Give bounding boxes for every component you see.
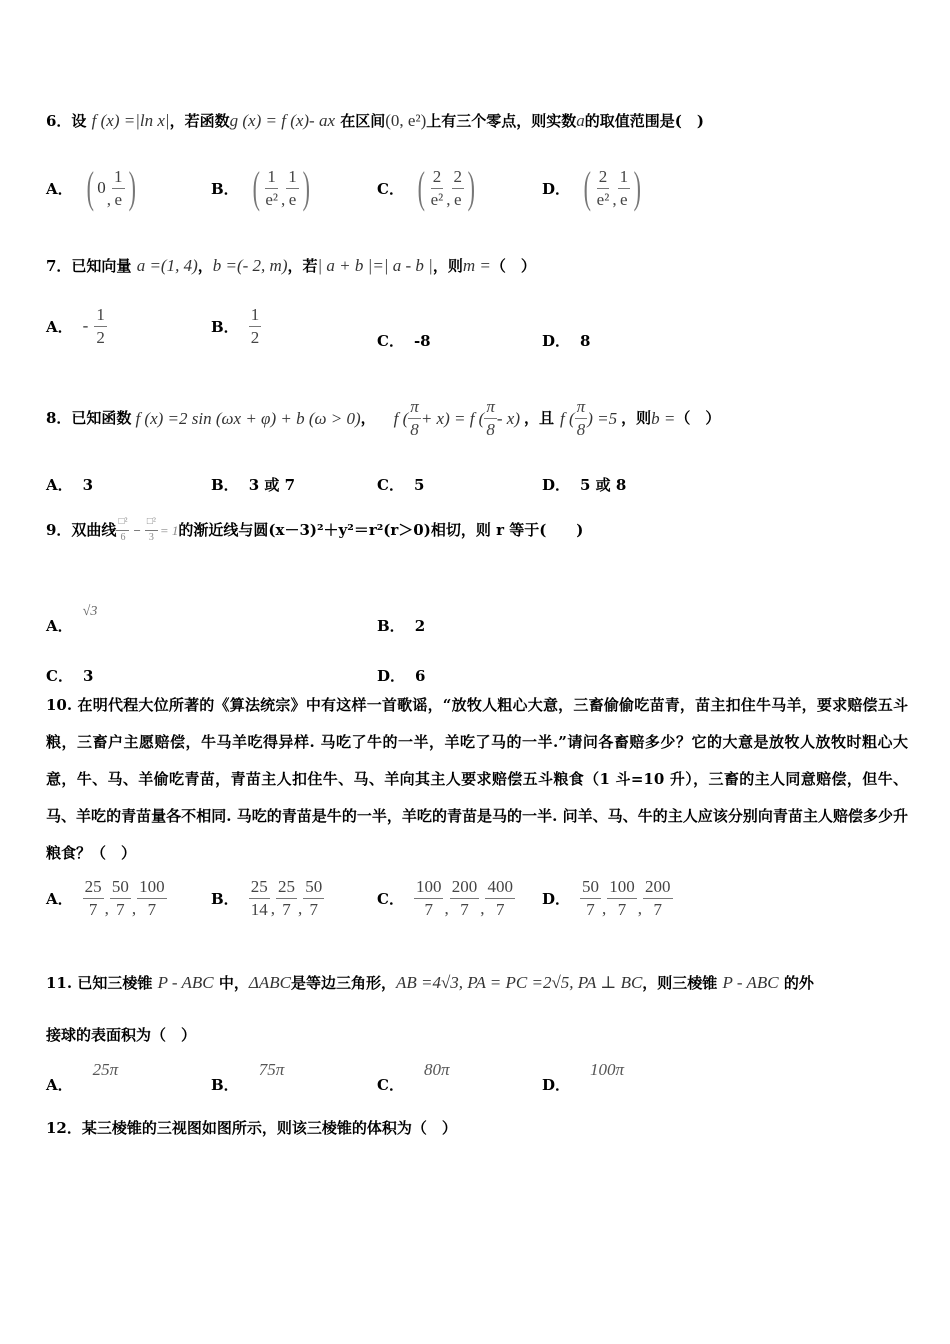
q7-option-b[interactable] xyxy=(211,306,261,347)
q11-option-c[interactable] xyxy=(377,1060,449,1095)
vector-a: a =(1, 4) xyxy=(136,256,198,275)
question-9-text: 的渐近线与圆(x－3)²＋y²＝r²(r＞0)相切，则 r 等于( ) xyxy=(178,520,584,539)
fraction: $\frac{50}{7}$ xyxy=(111,877,129,919)
question-7-text-1: ， xyxy=(197,257,213,275)
cond2-part-b: ) =5 xyxy=(587,408,618,428)
fraction: $\frac{100}{7}$ xyxy=(139,877,165,919)
q8-option-a[interactable] xyxy=(46,474,93,495)
q7-option-c[interactable] xyxy=(377,330,431,351)
question-6-prefix: 6．设 xyxy=(46,112,87,130)
question-7-text-4: （ ） xyxy=(490,257,536,275)
option-value: 3 xyxy=(82,666,94,685)
question-11-line-2: 接球的表面积为（ ） xyxy=(46,1026,197,1044)
fraction: $\frac{1}{2}$ xyxy=(250,305,260,347)
option-value: 3 或 7 xyxy=(248,476,296,494)
option-label: D． xyxy=(542,476,571,494)
question-11-conditions: AB =4√3, PA = PC =2√5, PA ⊥ BC xyxy=(395,973,643,992)
option-label: B． xyxy=(211,179,239,198)
option-label: C． xyxy=(377,889,404,908)
sqrt3-value: √3 xyxy=(82,604,98,619)
question-6-var-a: a xyxy=(576,111,585,130)
fraction: $\frac{25}{7}$ xyxy=(277,877,295,919)
option-label: C． xyxy=(377,476,404,494)
option-label: D． xyxy=(542,179,571,198)
option-label: A． xyxy=(46,889,73,908)
question-11-text-1: 中， xyxy=(218,974,249,992)
vector-b: b =(- 2, m) xyxy=(212,256,288,275)
comma: , xyxy=(446,190,451,209)
fraction: $\frac{1}{e}$ xyxy=(619,166,629,209)
question-6-text-1: ，若函数 xyxy=(169,112,230,130)
pyramid-name: P - ABC xyxy=(157,973,214,992)
q6-option-c[interactable] xyxy=(377,163,479,212)
question-11 xyxy=(46,974,906,991)
option-label: A． xyxy=(46,617,73,635)
fraction: $\frac{1}{\text{e²}}$ xyxy=(265,166,278,209)
question-10-text: 10. 在明代程大位所著的《算法统宗》中有这样一首歌谣，“放牧人粗心大意，三畜偷偷吃苗青，苗主扣住牛马羊，要求赔偿五斗粮，三畜户主愿赔偿，牛马羊吃得异样. 马吃了牛的一半，羊吃了马的一半.”请问各畜赔多少？它的大意是放牧人放牧时粗心大意，牛、马、羊偷吃青苗，青苗主人扣住牛、马、羊向其主人要求赔偿五斗粮食（1 斗=10 升），三畜的主人同意赔偿，但牛、马、羊吃的青苗量各不相同. 马吃的青苗是牛的一半，羊吃的青苗是马的一半. 问羊、马、牛的主人应该分别向青苗主人赔偿多少升粮食？（ ） xyxy=(46,696,908,862)
question-7-text-2: ，若 xyxy=(287,257,318,275)
q11-option-d[interactable] xyxy=(542,1060,624,1095)
question-6-function-f: f (x) =|ln x| xyxy=(91,111,170,130)
option-label: A． xyxy=(46,1076,73,1094)
pyramid-name-2: P - ABC xyxy=(722,973,779,992)
q11-option-a[interactable] xyxy=(46,1060,118,1095)
comma: , xyxy=(612,190,617,209)
question-11-text-4: 的外 xyxy=(783,974,814,992)
fraction: $\frac{1}{e}$ xyxy=(288,166,297,209)
hyperbola-rhs: = 1 xyxy=(159,522,179,538)
hyperbola-term-2: $\frac{\text{□²}}{3}$ xyxy=(146,516,156,543)
right-paren: ) xyxy=(128,163,136,212)
q10-option-c[interactable]: C． $\frac{100}{7}$ , $\frac{200}{7}$ , $\frac{400}{7}$ xyxy=(377,877,513,919)
q9-option-d[interactable] xyxy=(377,665,425,686)
fraction: $\frac{1}{e}$ xyxy=(114,166,123,209)
q9-option-a[interactable] xyxy=(46,604,97,636)
option-label: A． xyxy=(46,476,73,494)
left-paren: ( xyxy=(417,163,425,212)
option-value: 5 或 8 xyxy=(580,476,627,494)
q8-option-d[interactable] xyxy=(542,474,626,495)
fraction: $\frac{25}{7}$ xyxy=(84,877,102,919)
q10-option-b[interactable]: B． $\frac{25}{14}$ , $\frac{25}{7}$ , $\frac{50}{7}$ xyxy=(211,877,323,919)
fraction: $\frac{100}{7}$ xyxy=(415,877,442,919)
fraction: $\frac{50}{7}$ xyxy=(582,877,600,919)
cond1-part-c: - x) xyxy=(496,408,521,428)
fraction: $\frac{200}{7}$ xyxy=(451,877,478,919)
fraction: $\frac{200}{7}$ xyxy=(645,877,671,919)
option-value: 8 xyxy=(580,331,591,350)
fraction: $\frac{50}{7}$ xyxy=(305,877,323,919)
option-value: 3 xyxy=(82,475,94,494)
left-paren: ( xyxy=(252,163,260,212)
fraction-pi-8: $\frac{\pi}{8}$ xyxy=(486,397,495,439)
fraction: $\frac{1}{2}$ xyxy=(96,305,105,347)
question-8-text-4: （ ） xyxy=(675,408,721,427)
fraction-pi-8: $\frac{\pi}{8}$ xyxy=(576,397,586,439)
option-value: 2 xyxy=(414,616,426,635)
question-6-interval: (0, e²) xyxy=(385,111,427,130)
cond2-part-a: f ( xyxy=(560,408,575,428)
option-label: C． xyxy=(377,332,404,350)
option-value: -8 xyxy=(413,331,431,350)
option-label: D． xyxy=(542,332,571,350)
question-8-function: f (x) =2 sin (ωx + φ) + b (ω > 0) xyxy=(135,408,361,428)
question-11-text-2: 是等边三角形， xyxy=(290,974,396,992)
fraction: $\frac{2}{e}$ xyxy=(453,166,463,209)
q10-option-a[interactable]: A． $\frac{25}{7}$ , $\frac{50}{7}$ , $\frac{100}{7}$ xyxy=(46,877,165,919)
option-value: 100π xyxy=(590,1060,625,1079)
question-7-text-3: ，则 xyxy=(432,257,463,275)
option-label: B． xyxy=(211,889,239,908)
option-label: B． xyxy=(211,476,239,494)
hyperbola-term-1: $\frac{\text{□²}}{6}$ xyxy=(118,516,128,543)
right-paren: ) xyxy=(467,163,476,212)
question-7-prefix: 7．已知向量 xyxy=(46,257,132,275)
option-label: B． xyxy=(377,617,405,635)
question-6 xyxy=(46,112,906,129)
question-8 xyxy=(46,398,906,439)
fraction-pi-8: $\frac{\pi}{8}$ xyxy=(410,397,419,439)
option-label: C． xyxy=(377,179,404,198)
minus-sign: − xyxy=(133,522,141,538)
option-label: A． xyxy=(46,317,73,336)
right-paren: ) xyxy=(302,163,310,212)
q11-option-b[interactable] xyxy=(211,1060,284,1095)
question-8-text-3: ，则 xyxy=(621,408,652,427)
option-value: 75π xyxy=(258,1060,285,1079)
question-8-text-2: ，且 xyxy=(524,408,555,427)
q8-option-b[interactable] xyxy=(211,474,295,495)
option-label: B． xyxy=(211,1076,239,1094)
fraction: $\frac{2}{\text{e²}}$ xyxy=(596,166,610,209)
fraction: $\frac{25}{14}$ xyxy=(250,877,268,919)
fraction: $\frac{400}{7}$ xyxy=(487,877,513,919)
question-11-prefix: 11. 已知三棱锥 xyxy=(46,974,153,992)
comma: , xyxy=(106,190,112,209)
question-6-text-4: 的取值范围是( ) xyxy=(584,112,704,130)
question-12: 12．某三棱锥的三视图如图所示，则该三棱锥的体积为（ ） xyxy=(46,1119,457,1137)
triangle-name: ΔABC xyxy=(248,973,291,992)
left-paren: ( xyxy=(86,163,94,212)
option-value: 80π xyxy=(423,1060,450,1079)
q6-option-b[interactable] xyxy=(211,163,313,212)
question-6-text-3: 上有三个零点，则实数 xyxy=(426,112,577,130)
option-label: A． xyxy=(46,179,73,198)
q6-option-a[interactable] xyxy=(46,163,139,212)
option-label: C． xyxy=(46,667,73,685)
option-label: D． xyxy=(377,667,406,685)
question-11-text-3: ，则三棱锥 xyxy=(642,974,718,992)
option-value: 6 xyxy=(415,666,426,685)
question-8-prefix: 8．已知函数 xyxy=(46,408,132,427)
q6-option-d[interactable] xyxy=(542,163,645,212)
cond1-part-b: + x) = f ( xyxy=(420,408,485,428)
q7-option-d[interactable] xyxy=(542,330,590,351)
q10-option-d[interactable]: D． $\frac{50}{7}$ , $\frac{100}{7}$ , $\frac{200}{7}$ xyxy=(542,877,671,919)
comma: , xyxy=(281,190,286,209)
question-8-text-1: ， xyxy=(360,408,376,427)
q8-option-c[interactable] xyxy=(377,474,424,495)
left-paren: ( xyxy=(583,163,592,212)
q9-option-b[interactable] xyxy=(377,615,425,636)
option-label: D． xyxy=(542,1076,571,1094)
cond1-part-a: f ( xyxy=(393,408,409,428)
question-7-condition: | a + b |=| a - b | xyxy=(317,256,433,275)
question-9 xyxy=(46,517,906,543)
question-8-b: b = xyxy=(651,408,676,428)
question-7-m: m = xyxy=(462,256,491,275)
q9-option-c[interactable] xyxy=(46,665,93,686)
question-6-function-g: g (x) = f (x)- ax xyxy=(229,111,336,130)
q7-option-a[interactable] xyxy=(46,306,107,347)
option-value: 0 xyxy=(97,178,106,197)
question-7 xyxy=(46,257,906,274)
minus-sign: - xyxy=(82,316,89,336)
right-paren: ) xyxy=(633,163,642,212)
option-value: 25π xyxy=(92,1060,119,1079)
question-6-text-2: 在区间 xyxy=(340,112,386,130)
option-label: B． xyxy=(211,317,239,336)
fraction: $\frac{2}{\text{e²}}$ xyxy=(430,166,444,209)
option-label: D． xyxy=(542,889,571,908)
option-value: 5 xyxy=(413,475,425,494)
question-9-prefix: 9．双曲线 xyxy=(46,520,117,539)
fraction: $\frac{100}{7}$ xyxy=(609,877,635,919)
option-label: C． xyxy=(377,1076,404,1094)
